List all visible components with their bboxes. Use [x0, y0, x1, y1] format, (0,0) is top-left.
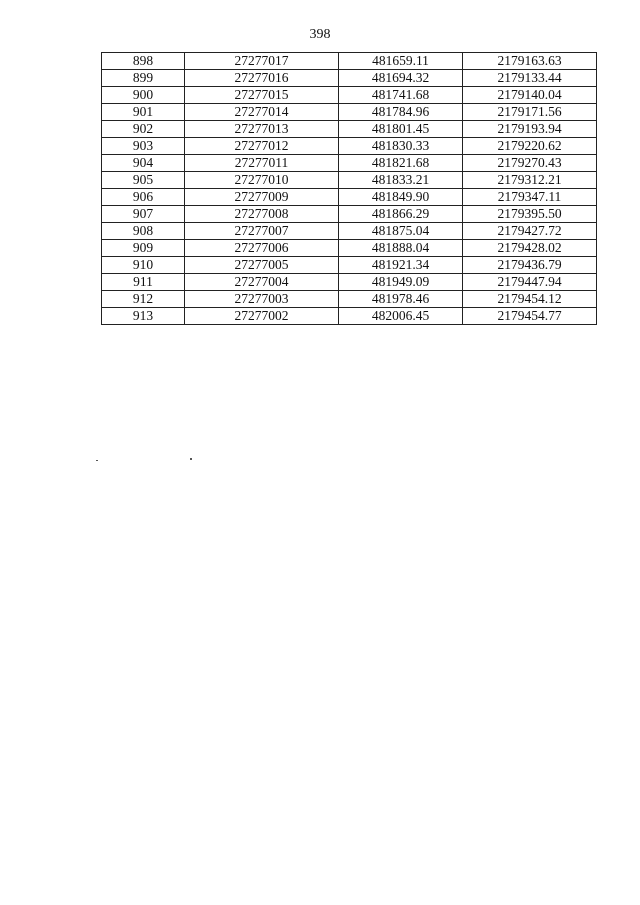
- scan-speck: [190, 458, 192, 460]
- table-row: [102, 104, 597, 121]
- y-coordinate-cell: 2179427.72: [463, 223, 597, 240]
- table-row: [102, 274, 597, 291]
- x-coordinate-cell: 481949.09: [339, 274, 463, 291]
- point-id-cell: 27277017: [185, 53, 339, 70]
- point-id-cell: 27277012: [185, 138, 339, 155]
- x-coordinate-cell: 481888.04: [339, 240, 463, 257]
- x-coordinate-cell: 481978.46: [339, 291, 463, 308]
- table-row: [102, 206, 597, 223]
- x-coordinate-cell: 481659.11: [339, 53, 463, 70]
- y-coordinate-cell: 2179428.02: [463, 240, 597, 257]
- row-number-cell: 901: [102, 104, 185, 121]
- table-row: [102, 155, 597, 172]
- point-id-cell: 27277011: [185, 155, 339, 172]
- table-row: [102, 87, 597, 104]
- row-number-cell: 908: [102, 223, 185, 240]
- table-row: [102, 223, 597, 240]
- y-coordinate-cell: 2179347.11: [463, 189, 597, 206]
- x-coordinate-cell: 481875.04: [339, 223, 463, 240]
- point-id-cell: 27277010: [185, 172, 339, 189]
- y-coordinate-cell: 2179193.94: [463, 121, 597, 138]
- table-row: [102, 70, 597, 87]
- x-coordinate-cell: 481784.96: [339, 104, 463, 121]
- table-row: [102, 308, 597, 325]
- table-row: [102, 121, 597, 138]
- y-coordinate-cell: 2179447.94: [463, 274, 597, 291]
- x-coordinate-cell: 482006.45: [339, 308, 463, 325]
- y-coordinate-cell: 2179140.04: [463, 87, 597, 104]
- x-coordinate-cell: 481694.32: [339, 70, 463, 87]
- point-id-cell: 27277016: [185, 70, 339, 87]
- y-coordinate-cell: 2179436.79: [463, 257, 597, 274]
- page-number: 398: [309, 27, 331, 42]
- row-number-cell: 907: [102, 206, 185, 223]
- row-number-cell: 903: [102, 138, 185, 155]
- y-coordinate-cell: 2179454.12: [463, 291, 597, 308]
- scan-speck: [96, 460, 98, 461]
- x-coordinate-cell: 481830.33: [339, 138, 463, 155]
- y-coordinate-cell: 2179220.62: [463, 138, 597, 155]
- row-number-cell: 899: [102, 70, 185, 87]
- point-id-cell: 27277006: [185, 240, 339, 257]
- x-coordinate-cell: 481833.21: [339, 172, 463, 189]
- row-number-cell: 905: [102, 172, 185, 189]
- x-coordinate-cell: 481801.45: [339, 121, 463, 138]
- row-number-cell: 898: [102, 53, 185, 70]
- row-number-cell: 904: [102, 155, 185, 172]
- table-row: [102, 257, 597, 274]
- point-id-cell: 27277013: [185, 121, 339, 138]
- y-coordinate-cell: 2179270.43: [463, 155, 597, 172]
- x-coordinate-cell: 481821.68: [339, 155, 463, 172]
- y-coordinate-cell: 2179454.77: [463, 308, 597, 325]
- y-coordinate-cell: 2179171.56: [463, 104, 597, 121]
- point-id-cell: 27277005: [185, 257, 339, 274]
- point-id-cell: 27277008: [185, 206, 339, 223]
- table-row: [102, 53, 597, 70]
- coordinates-table-body: [102, 53, 597, 325]
- row-number-cell: 910: [102, 257, 185, 274]
- point-id-cell: 27277003: [185, 291, 339, 308]
- point-id-cell: 27277014: [185, 104, 339, 121]
- table-row: [102, 172, 597, 189]
- x-coordinate-cell: 481921.34: [339, 257, 463, 274]
- point-id-cell: 27277004: [185, 274, 339, 291]
- row-number-cell: 911: [102, 274, 185, 291]
- x-coordinate-cell: 481849.90: [339, 189, 463, 206]
- row-number-cell: 912: [102, 291, 185, 308]
- y-coordinate-cell: 2179395.50: [463, 206, 597, 223]
- table-row: [102, 240, 597, 257]
- x-coordinate-cell: 481866.29: [339, 206, 463, 223]
- table-row: [102, 138, 597, 155]
- x-coordinate-cell: 481741.68: [339, 87, 463, 104]
- point-id-cell: 27277002: [185, 308, 339, 325]
- row-number-cell: 913: [102, 308, 185, 325]
- row-number-cell: 906: [102, 189, 185, 206]
- y-coordinate-cell: 2179133.44: [463, 70, 597, 87]
- row-number-cell: 909: [102, 240, 185, 257]
- point-id-cell: 27277009: [185, 189, 339, 206]
- table-row: [102, 291, 597, 308]
- row-number-cell: 900: [102, 87, 185, 104]
- table-row: [102, 189, 597, 206]
- point-id-cell: 27277015: [185, 87, 339, 104]
- coordinates-table: [101, 52, 597, 325]
- y-coordinate-cell: 2179312.21: [463, 172, 597, 189]
- point-id-cell: 27277007: [185, 223, 339, 240]
- y-coordinate-cell: 2179163.63: [463, 53, 597, 70]
- row-number-cell: 902: [102, 121, 185, 138]
